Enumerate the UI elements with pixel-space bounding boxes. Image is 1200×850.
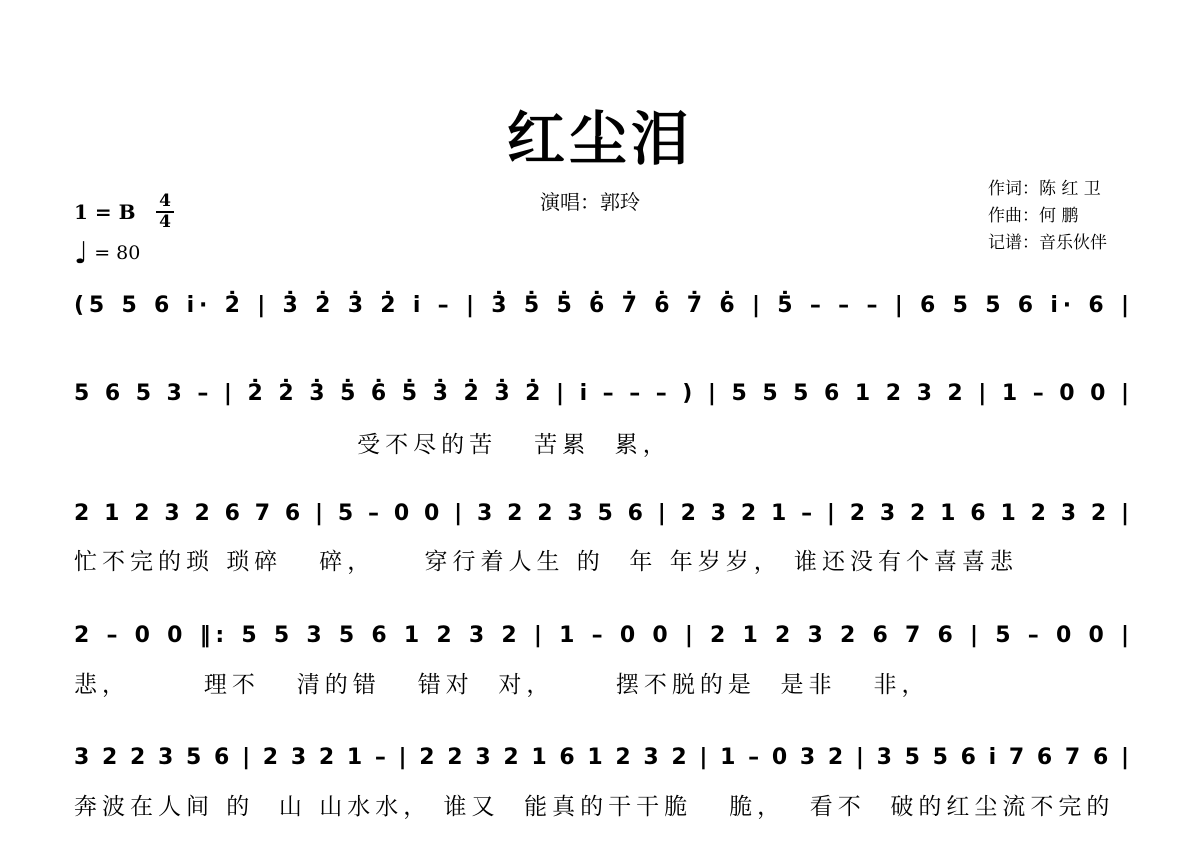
lyrics-row-5: 奔波在人间 的 山 山水水， 谁又 能真的干干脆 脆， 看不 破的红尘流不完的 <box>74 794 1115 820</box>
composer-credit: 作曲：何 鹏 <box>988 206 1079 226</box>
lyrics-row-2: 受不尽的苦 苦累 累， <box>74 432 671 458</box>
transcriber-credit: 记谱：音乐伙伴 <box>988 233 1107 253</box>
notation-row-5 <box>74 732 1144 782</box>
key-signature: 1 = B <box>74 200 136 224</box>
lyrics-row-3: 忙不完的琐 琐碎 碎， 穿行着人生 的 年 年岁岁， 谁还没有个喜喜悲 <box>74 549 1019 575</box>
notation-text: 5 6 5 3 – | 2̇ 2̇ 3̇ 5̇ 6̇ 5̇ 3̇ 2̇ 3̇ 2̇ | i – – – ) | 5 5 5 6 1 2 3 2 | 1 – 0 0 | <box>74 381 1129 406</box>
row-3-graphics <box>74 488 1144 538</box>
notation-text: 2 – 0 0 ‖: 5 5 3 5 6 1 2 3 2 | 1 – 0 0 | 2 1 2 3 2 6 7 6 | 5 – 0 0 | <box>74 623 1129 648</box>
row-1-graphics <box>74 280 1144 330</box>
time-signature-bottom: 4 <box>159 212 171 232</box>
time-signature <box>156 192 174 232</box>
row-2-graphics <box>74 368 1144 418</box>
notation-row-2 <box>74 368 1144 418</box>
row-4-graphics <box>74 610 1144 660</box>
time-signature-top: 4 <box>159 191 171 211</box>
notation-text: 3 2 2 3 5 6 | 2 3 2 1 – | 2 2 3 2 1 6 1 2 3 2 | 1 – 0 3 2 | 3 5 5 6 i 7 6 7 6 | <box>74 745 1129 770</box>
lyrics-row-4: 悲， 理不 清的错 错对 对， 摆不脱的是 是非 非， <box>74 672 930 698</box>
notation-text: (5 5 6 i· 2̇ | 3̇ 2̇ 3̇ 2̇ i – | 3̇ 5̇ 5̇ 6̇ 7̇ 6̇ 7̇ 6̇ | 5̇ – – – | 6 5 5 6 i· 6 | <box>74 293 1129 318</box>
row-5-graphics <box>74 732 1144 782</box>
quarter-note-icon: ♩ <box>74 236 89 271</box>
notation-row-4 <box>74 610 1144 660</box>
notation-row-3 <box>74 488 1144 538</box>
notation-row-1 <box>74 280 1144 330</box>
tempo-mark <box>74 236 140 271</box>
tempo-value: = 80 <box>94 242 141 264</box>
lyricist-credit: 作词：陈 红 卫 <box>988 179 1101 199</box>
credits-block <box>988 176 1107 257</box>
notation-text: 2 1 2 3 2 6 7 6 | 5 – 0 0 | 3 2 2 3 5 6 | 2 3 2 1 – | 2 3 2 1 6 1 2 3 2 | <box>74 501 1129 526</box>
singer-credit: 演唱：郭玲 <box>540 190 640 214</box>
song-title: 红尘泪 <box>506 105 693 173</box>
